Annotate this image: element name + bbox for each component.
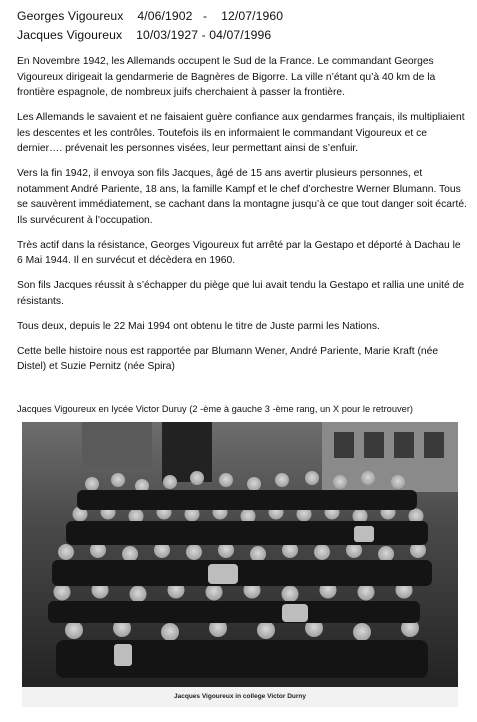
header bbox=[17, 7, 467, 45]
paragraph-6: Tous deux, depuis le 22 Mai 1994 ont obtenu le titre de Juste parmi les Nations. bbox=[17, 320, 380, 332]
body-text bbox=[17, 54, 469, 384]
georges-dates: Georges Vigoureux 4/06/1902 - 12/07/1960 bbox=[17, 9, 284, 23]
paragraph-4: Très actif dans la résistance, Georges Vigoureux fut arrêté par la Gestapo et déporté à Dachau le 6 Mai 1944. Il en survécut et décèdera en 1960. bbox=[17, 239, 461, 266]
paragraph-3: Vers la fin 1942, il envoya son fils Jacques, âgé de 15 ans avertir plusieurs personnes, et notamment André Pariente, 18 ans, la famille Kampf et le chef d’orchestre Werner Blumann. Tous se sauvèrent immédiatement, se cachant dans la montagne jusqu’à ce que tout danger soit écarté. Ils survécurent à l’occupation. bbox=[17, 168, 467, 226]
paragraph-5: Son fils Jacques réussit à s’échapper du piège que lui avait tendu la Gestapo et rallia une unité de résistants. bbox=[17, 280, 465, 307]
paragraph-7: Cette belle histoire nous est rapportée par Blumann Wener, André Pariente, Marie Kraft (née Distel) et Suzie Pernitz (née Spira) bbox=[17, 345, 439, 372]
jacques-dates: Jacques Vigoureux 10/03/1927 - 04/07/1996 bbox=[17, 28, 272, 42]
paragraph-1: En Novembre 1942, les Allemands occupent le Sud de la France. Le commandant Georges Vigoureux dirigeait la gendarmerie de Bagnères de Bigorre. La ville n’étant qu’à 40 km de la frontière espagnole, de nombreux juifs cherchaient à passer la frontière. bbox=[17, 56, 436, 98]
students bbox=[48, 471, 432, 678]
paragraph-2: Les Allemands le savaient et ne faisaient guère confiance aux gendarmes français, ils multipliaient les descentes et les contrôles. Toutefois ils en informaient le commandant Vigoureux et ce dernier…. prévenait les personnes visées, leur permettant ainsi de s’enfuir. bbox=[17, 112, 465, 154]
class-photo-image bbox=[22, 422, 458, 707]
photo-inner-caption: Jacques Vigoureux in college Victor Durny bbox=[174, 693, 306, 700]
class-photo bbox=[22, 422, 458, 707]
photo-caption: Jacques Vigoureux en lycée Victor Duruy (2 -ème à gauche 3 -ème rang, un X pour le retrouver) bbox=[17, 404, 414, 414]
